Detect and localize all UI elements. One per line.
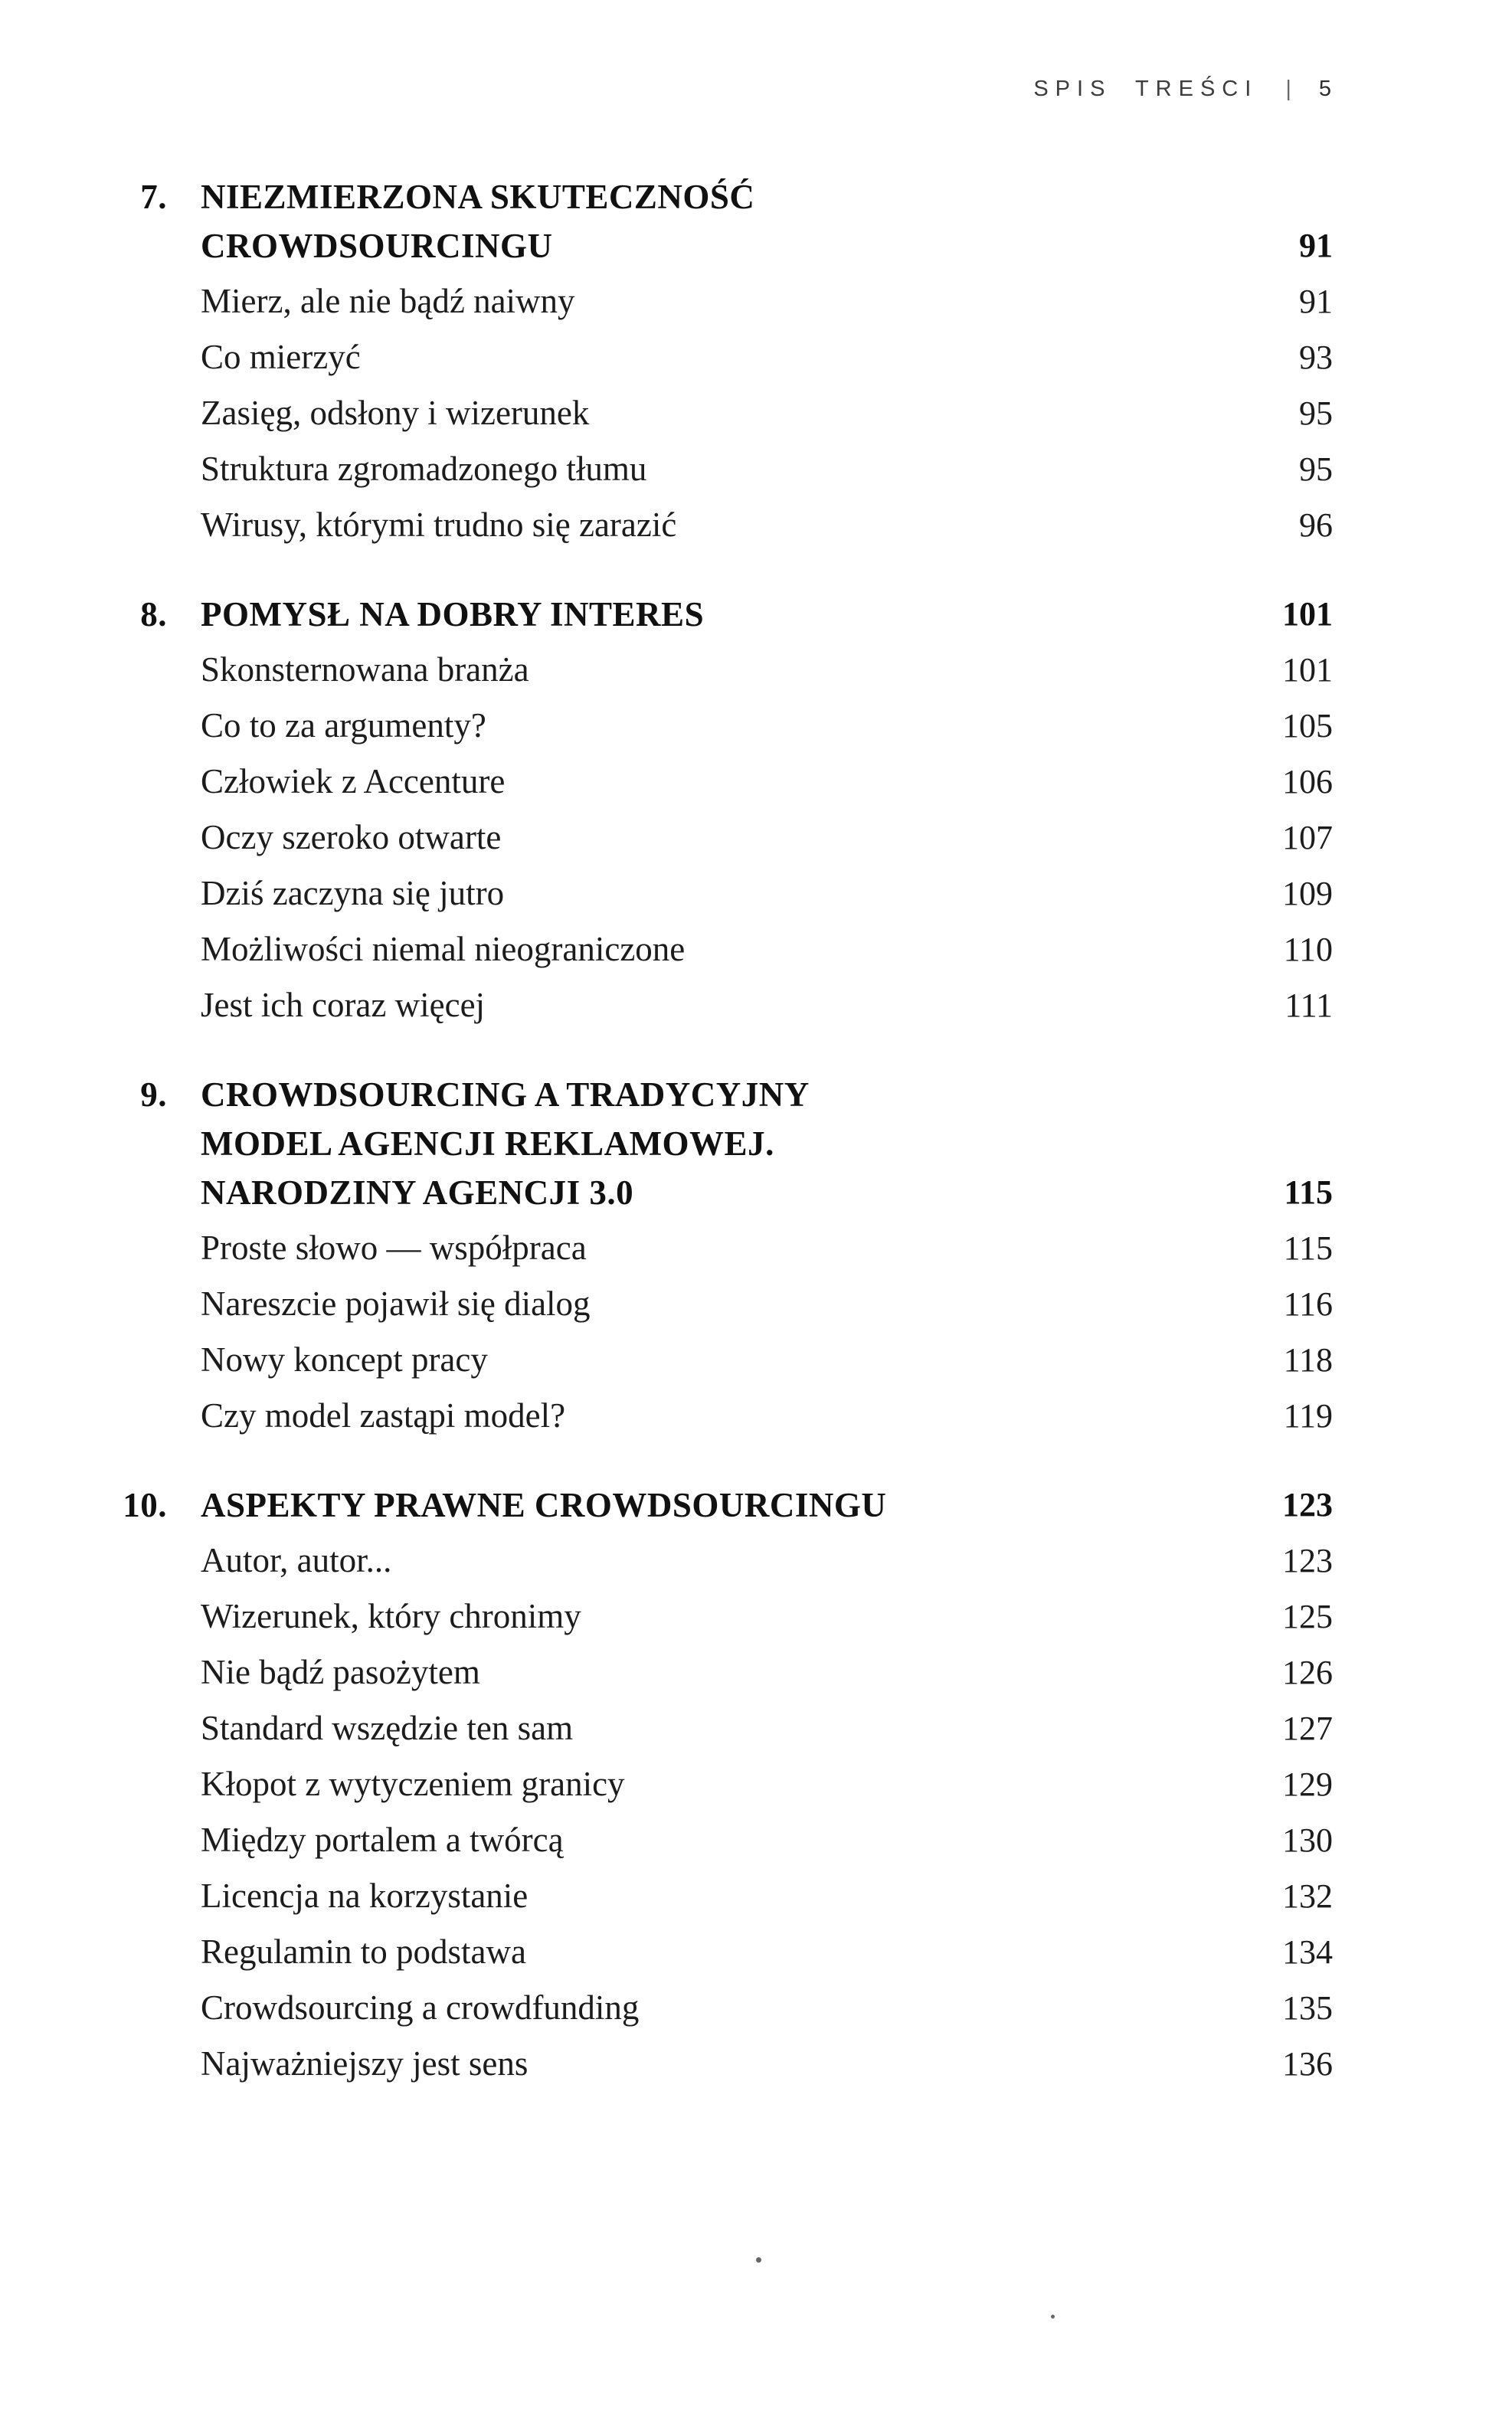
chapter-page: 123	[1282, 1486, 1333, 1523]
entry-label: Najważniejszy jest sens	[201, 2044, 529, 2083]
toc-entry	[115, 1220, 1333, 1276]
entry-page: 107	[1282, 819, 1333, 856]
entry-page: 116	[1283, 1285, 1333, 1323]
entry-label: Dziś zaczyna się jutro	[201, 874, 505, 912]
entry-label: Oczy szeroko otwarte	[201, 818, 502, 856]
entry-label: Nareszcie pojawił się dialog	[201, 1285, 591, 1323]
entry-label: Standard wszędzie ten sam	[201, 1709, 574, 1747]
chapter-title-line: CROWDSOURCINGU	[201, 227, 553, 265]
toc-entry	[115, 1589, 1333, 1645]
entry-page: 132	[1282, 1877, 1333, 1915]
chapter-title	[201, 1481, 1264, 1530]
entry-label: Człowiek z Accenture	[201, 762, 506, 800]
toc-entry	[115, 1388, 1333, 1444]
toc-chapter	[115, 172, 1333, 553]
toc-entry	[115, 977, 1333, 1033]
toc-entry	[115, 497, 1333, 553]
chapter-entries	[115, 1533, 1333, 2092]
chapter-number: 8.	[140, 595, 167, 633]
toc-entry	[115, 441, 1333, 497]
running-header	[1033, 77, 1331, 102]
toc-entry	[115, 1756, 1333, 1812]
entry-page: 127	[1282, 1710, 1333, 1747]
entry-label: Nowy koncept pracy	[201, 1340, 488, 1379]
toc-entry	[115, 698, 1333, 754]
toc-entry	[115, 642, 1333, 698]
chapter-title-line: POMYSŁ NA DOBRY INTERES	[201, 595, 705, 633]
table-of-contents	[115, 172, 1333, 2092]
scan-artifact-dot	[756, 2257, 761, 2263]
entry-label: Wizerunek, który chronimy	[201, 1597, 581, 1635]
toc-entry	[115, 273, 1333, 329]
entry-page: 93	[1299, 339, 1333, 376]
chapter-title	[201, 590, 1264, 639]
entry-page: 111	[1285, 987, 1333, 1024]
toc-entry	[115, 1276, 1333, 1332]
entry-page: 106	[1282, 763, 1333, 800]
chapter-title-line: ASPEKTY PRAWNE CROWDSOURCINGU	[201, 1486, 887, 1524]
toc-entry	[115, 1533, 1333, 1589]
entry-page: 118	[1283, 1341, 1333, 1379]
entry-page: 105	[1282, 707, 1333, 745]
entry-page: 130	[1282, 1821, 1333, 1859]
toc-entry	[115, 1645, 1333, 1700]
entry-page: 91	[1299, 283, 1333, 320]
chapter-page: 115	[1284, 1173, 1333, 1211]
chapter-number: 9.	[140, 1075, 167, 1114]
scan-artifact-dot	[1051, 2315, 1055, 2319]
chapter-title-line: MODEL AGENCJI REKLAMOWEJ.	[201, 1124, 774, 1163]
toc-chapter	[115, 1481, 1333, 2092]
entry-page: 129	[1282, 1766, 1333, 1803]
entry-label: Co mierzyć	[201, 338, 361, 376]
entry-page: 125	[1282, 1598, 1333, 1635]
entry-label: Proste słowo — współpraca	[201, 1229, 587, 1267]
entry-page: 95	[1299, 394, 1333, 432]
chapter-entries	[115, 642, 1333, 1033]
entry-page: 119	[1283, 1397, 1333, 1435]
chapter-heading	[115, 1070, 1333, 1217]
entry-label: Autor, autor...	[201, 1541, 392, 1579]
toc-entry	[115, 1980, 1333, 2036]
entry-page: 123	[1282, 1542, 1333, 1579]
toc-entry	[115, 754, 1333, 810]
toc-entry	[115, 1868, 1333, 1924]
chapter-page: 101	[1282, 595, 1333, 633]
entry-page: 96	[1299, 506, 1333, 544]
chapter-heading	[115, 590, 1333, 639]
entry-page: 95	[1299, 450, 1333, 488]
chapter-number: 7.	[140, 178, 167, 216]
running-header-divider: |	[1285, 77, 1291, 101]
page-number: 5	[1318, 77, 1331, 101]
running-header-title: SPIS TREŚCI	[1033, 77, 1258, 101]
entry-label: Wirusy, którymi trudno się zarazić	[201, 506, 677, 544]
toc-entry	[115, 810, 1333, 866]
entry-label: Co to za argumenty?	[201, 706, 486, 745]
entry-page: 109	[1282, 875, 1333, 912]
chapter-title-line: CROWDSOURCING A TRADYCYJNY	[201, 1075, 810, 1114]
entry-label: Kłopot z wytyczeniem granicy	[201, 1765, 625, 1803]
entry-page: 126	[1282, 1654, 1333, 1691]
entry-label: Czy model zastąpi model?	[201, 1396, 566, 1435]
chapter-number: 10.	[123, 1486, 167, 1524]
toc-entry	[115, 1332, 1333, 1388]
toc-entry	[115, 385, 1333, 441]
entry-page: 134	[1282, 1933, 1333, 1971]
chapter-page: 91	[1299, 227, 1333, 264]
entry-page: 115	[1283, 1229, 1333, 1267]
entry-label: Crowdsourcing a crowdfunding	[201, 1988, 640, 2027]
toc-entry	[115, 2036, 1333, 2092]
entry-label: Zasięg, odsłony i wizerunek	[201, 394, 590, 432]
toc-entry	[115, 1812, 1333, 1868]
entry-label: Jest ich coraz więcej	[201, 986, 486, 1024]
entry-label: Między portalem a twórcą	[201, 1821, 564, 1859]
chapter-title	[201, 1070, 1265, 1217]
chapter-entries	[115, 1220, 1333, 1444]
entry-page: 135	[1282, 1989, 1333, 2027]
entry-label: Skonsternowana branża	[201, 650, 529, 689]
chapter-heading	[115, 172, 1333, 270]
entry-label: Struktura zgromadzonego tłumu	[201, 450, 647, 488]
entry-page: 101	[1282, 651, 1333, 689]
entry-page: 110	[1283, 931, 1333, 968]
toc-entry	[115, 921, 1333, 977]
toc-entry	[115, 1924, 1333, 1980]
toc-entry	[115, 329, 1333, 385]
entry-label: Licencja na korzystanie	[201, 1877, 529, 1915]
chapter-entries	[115, 273, 1333, 553]
toc-entry	[115, 866, 1333, 921]
entry-label: Możliwości niemal nieograniczone	[201, 930, 686, 968]
toc-chapter	[115, 1070, 1333, 1444]
entry-page: 136	[1282, 2045, 1333, 2083]
entry-label: Mierz, ale nie bądź naiwny	[201, 282, 575, 320]
chapter-title	[201, 172, 1281, 270]
chapter-heading	[115, 1481, 1333, 1530]
entry-label: Nie bądź pasożytem	[201, 1653, 480, 1691]
chapter-title-line: NIEZMIERZONA SKUTECZNOŚĆ	[201, 178, 755, 216]
entry-label: Regulamin to podstawa	[201, 1933, 526, 1971]
toc-chapter	[115, 590, 1333, 1033]
chapter-title-line: NARODZINY AGENCJI 3.0	[201, 1173, 634, 1212]
toc-entry	[115, 1700, 1333, 1756]
